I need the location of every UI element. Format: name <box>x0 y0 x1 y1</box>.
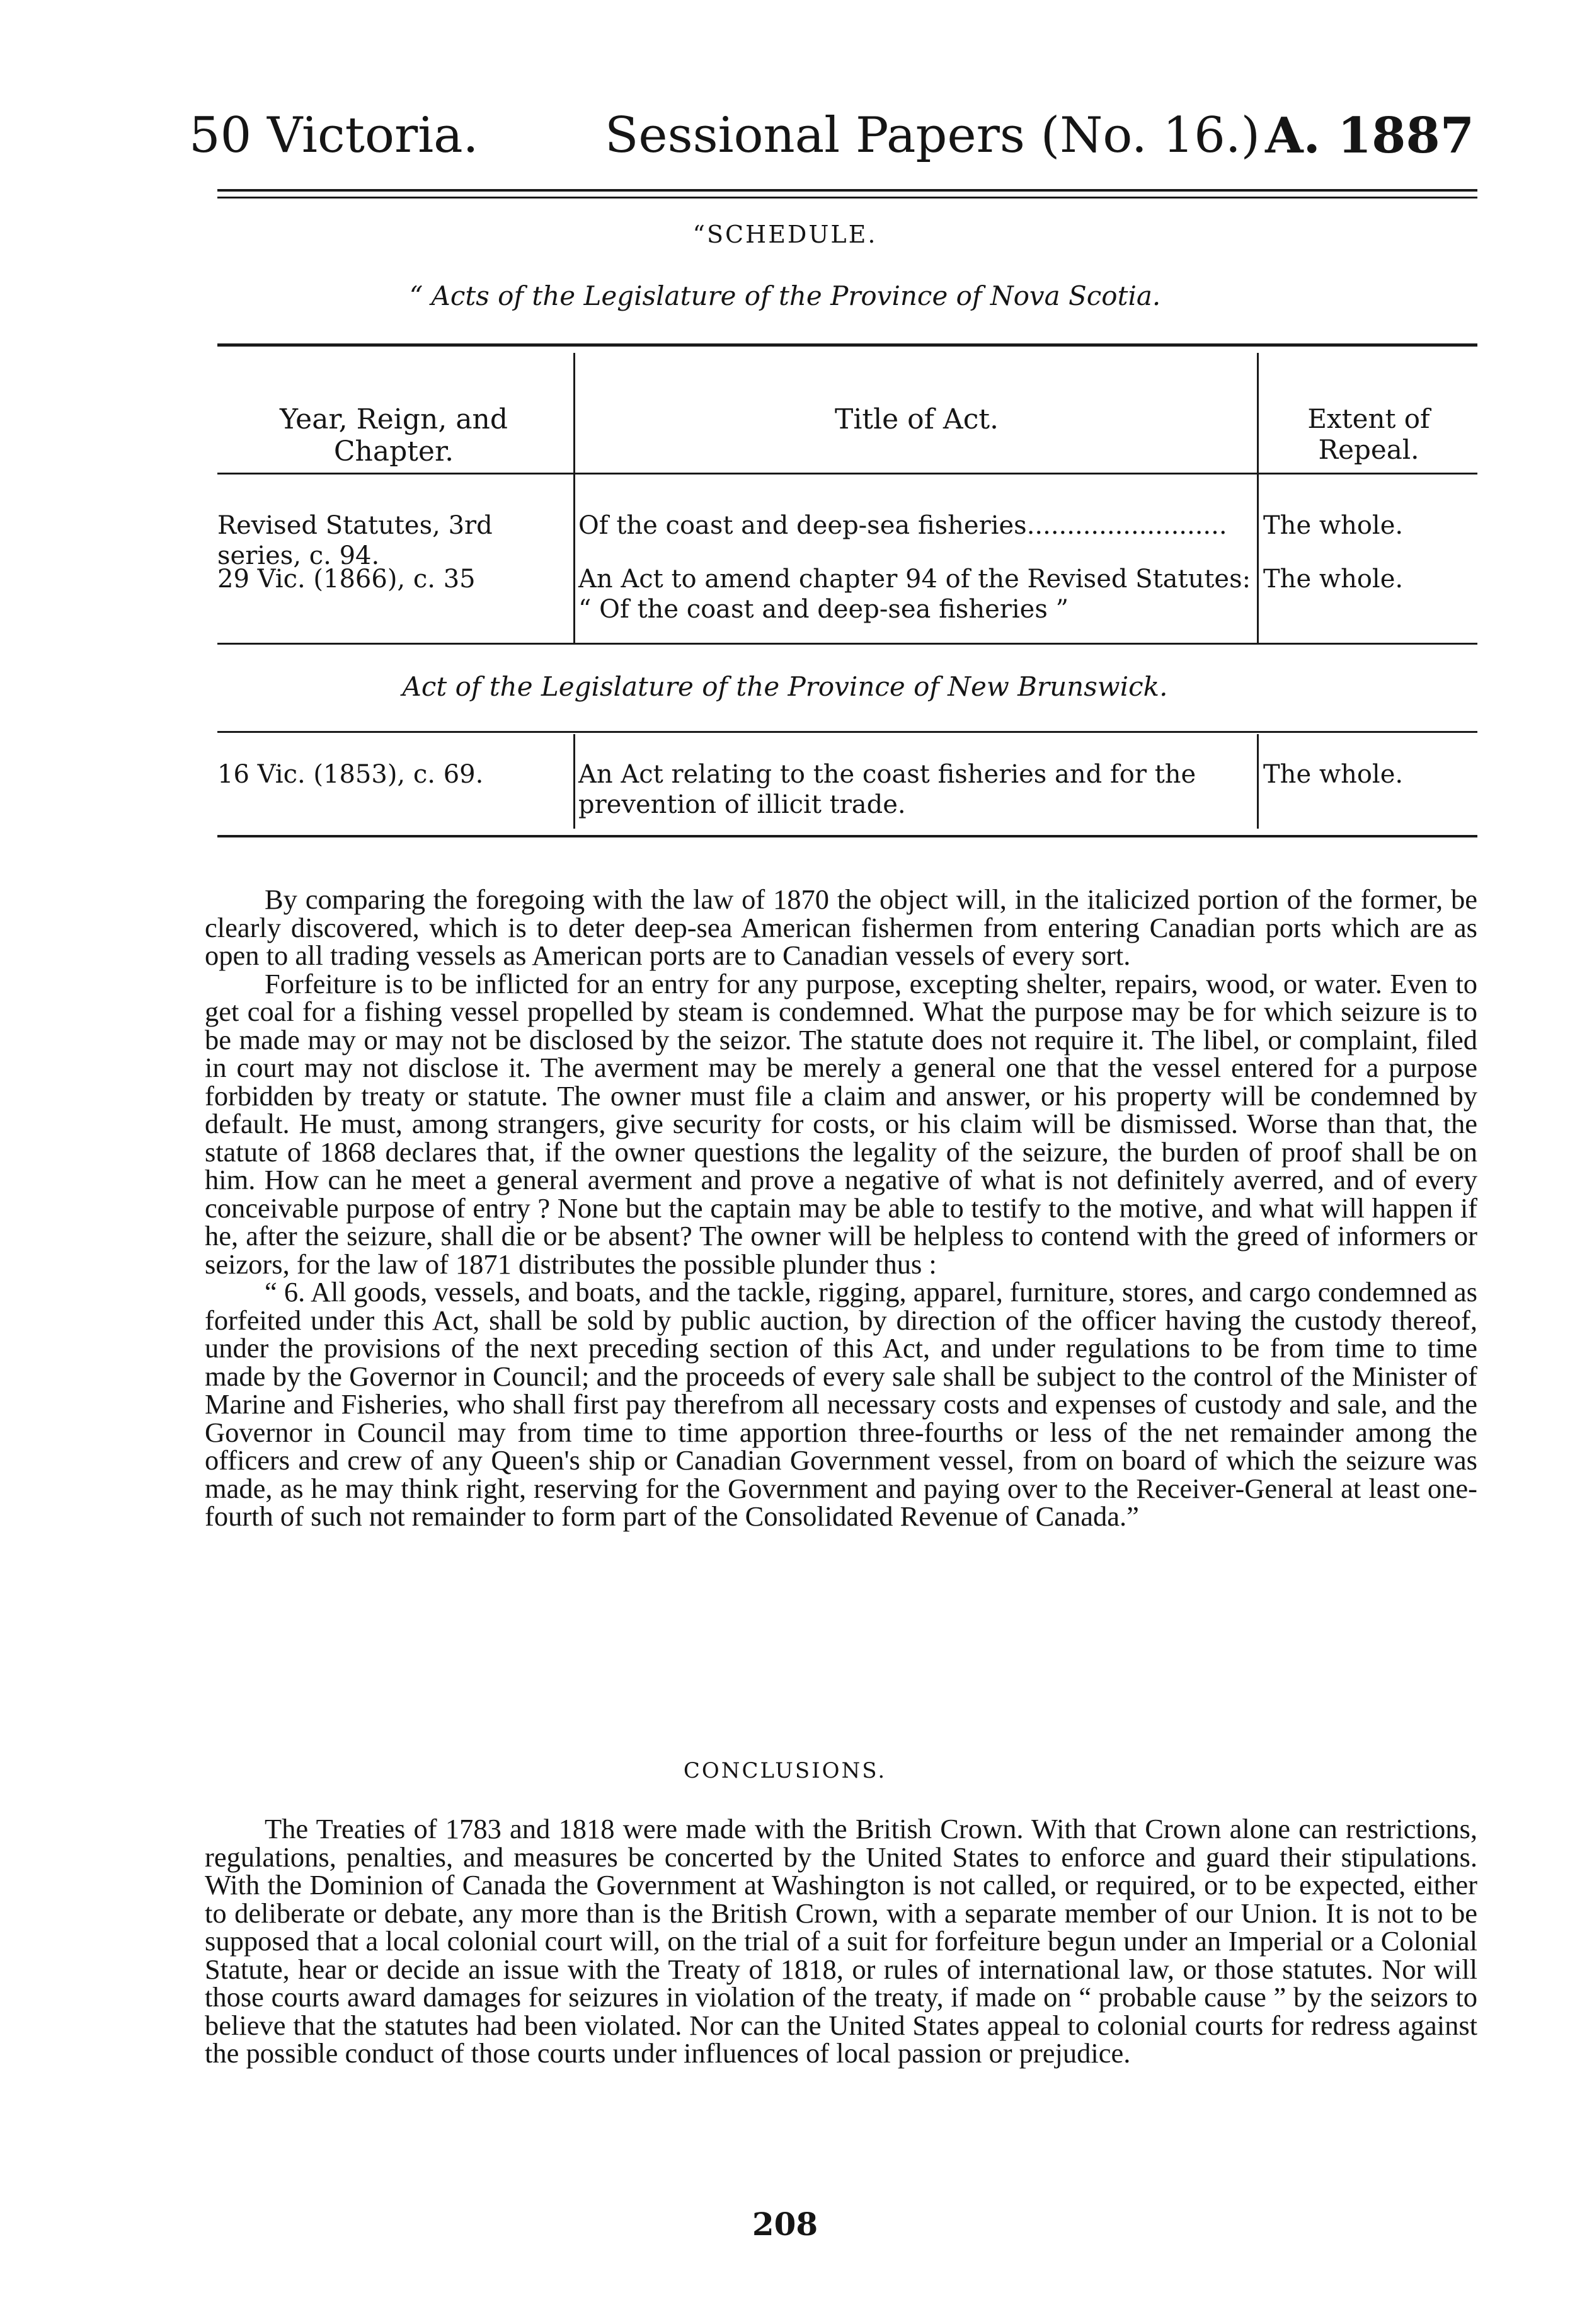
table-bottom-rule <box>217 643 1477 645</box>
body-text <box>205 885 1477 1531</box>
page-number: 208 <box>752 2206 818 2243</box>
schedule-title: “SCHEDULE. <box>692 221 878 248</box>
header-rule-top <box>217 189 1477 192</box>
table2-top-rule <box>217 731 1477 733</box>
table2-divider-2 <box>1257 734 1259 829</box>
row2-extent: The whole. <box>1263 565 1404 594</box>
table2-row1-extent: The whole. <box>1263 760 1404 789</box>
row1-chapter: Revised Statutes, 3rd series, c. 94. <box>217 511 493 570</box>
column-header-title: Title of Act. <box>834 403 999 435</box>
row1-title: Of the coast and deep-sea fisheries......................... <box>578 511 1227 540</box>
conclusions-paragraph: The Treaties of 1783 and 1818 were made with the British Crown. With that Crown alone can restrictions, regulations, penalties, and measures be concerted by the United States to enforce and guard their stipulations. With the Dominion of Canada the Government at Washington is not called, or required, or to be expected, either to deliberate or debate, any more than is the British Crown, with a separate member of our Union. It is not to be supposed that a local colonial court will, on the trial of a suit for forfeiture begun under an Imperial or a Colonial Statute, hear or decide an issue with the Treaty of 1818, or rules of international law, or those statutes. Nor will those courts award damages for seizures in violation of the treaty, if made on “ probable cause ” by the seizors to believe that the statutes had been violated. Nor can the United States appeal to colonial courts for redress against the possible conduct of those courts under influences of local passion or prejudice. <box>205 1813 1477 2069</box>
table-top-rule <box>217 343 1477 347</box>
table2-row1-title: An Act relating to the coast fisheries and for the prevention of illicit trade. <box>578 760 1196 819</box>
row2-title: An Act to amend chapter 94 of the Revised Statutes: “ Of the coast and deep-sea fisheries ” <box>578 565 1251 624</box>
table2-divider-1 <box>573 734 575 829</box>
header-year: A. 1887 <box>1265 107 1474 164</box>
header-volume: 50 Victoria. <box>189 107 479 164</box>
header-rule-bottom <box>217 197 1477 198</box>
schedule-subtitle: “ Acts of the Legislature of the Province of Nova Scotia. <box>409 280 1161 311</box>
table-divider-1 <box>573 353 575 643</box>
paragraph-3-quotation: “ 6. All goods, vessels, and boats, and the tackle, rigging, apparel, furniture, stores, and cargo condemned as forfeited under this Act, shall be sold by public auction, by direction of the officer having the custody thereof, under the provisions of the next preceding section of this Act, and under regulations to be from time to time made by the Governor in Council; and the proceeds of every sale shall be subject to the control of the Minister of Marine and Fisheries, who shall first pay therefrom all necessary costs and expenses of custody and sale, and the Governor in Council may from time to time apportion three-fourths or less of the net remainder among the officers and crew of any Queen's ship or Canadian Government vessel, from on board of which the seizure was made, as he may think right, reserving for the Government and paying over to the Receiver-General at least one-fourth of such not remainder to form part of the Consolidated Revenue of Canada.” <box>205 1276 1477 1532</box>
table2-row1-chapter: 16 Vic. (1853), c. 69. <box>217 760 484 789</box>
table2-bottom-rule <box>217 835 1477 837</box>
section2-title: Act of the Legislature of the Province of New Brunswick. <box>402 671 1168 702</box>
conclusions-heading: CONCLUSIONS. <box>683 1758 887 1783</box>
paragraph-1: By comparing the foregoing with the law of 1870 the object will, in the italicized portion of the former, be clearly discovered, which is to deter deep-sea American fishermen from entering Canadian ports which are as open to all trading vessels as American ports are to Canadian vessels of every sort. <box>205 883 1477 971</box>
conclusions-text-block <box>205 1815 1477 2068</box>
row2-chapter: 29 Vic. (1866), c. 35 <box>217 565 476 594</box>
paragraph-2: Forfeiture is to be inflicted for an entry for any purpose, excepting shelter, repairs, wood, or water. Even to get coal for a fishing vessel propelled by steam is condemned. What the purpose may be for which seizure is to be made may or may not be disclosed by the seizor. The statute does not require it. The libel, or complaint, filed in court may not disclose it. The averment may be merely a general one that the vessel entered for a purpose forbidden by treaty or statute. The owner must file a claim and answer, or his property will be condemned by default. He must, among strangers, give security for costs, or his claim will be dismissed. Worse than that, the statute of 1868 declares that, if the owner questions the legality of the seizure, the burden of proof shall be on him. How can he meet a general averment and prove a negative of what is not definitely averred, and of every conceivable purpose of entry ? None but the captain may be able to testify to the motive, and what will happen if he, after the seizure, shall die or be absent? The owner will be helpless to contend with the greed of informers or seizors, for the law of 1871 distributes the possible plunder thus : <box>205 967 1477 1280</box>
table-divider-2 <box>1257 353 1259 643</box>
column-header-chapter: Year, Reign, and Chapter. <box>279 403 508 468</box>
row1-extent: The whole. <box>1263 511 1404 540</box>
running-header <box>189 107 1474 164</box>
column-header-extent: Extent of Repeal. <box>1307 403 1430 465</box>
table-header-rule <box>217 473 1477 475</box>
header-sessional-papers: Sessional Papers (No. 16.) <box>605 107 1261 164</box>
